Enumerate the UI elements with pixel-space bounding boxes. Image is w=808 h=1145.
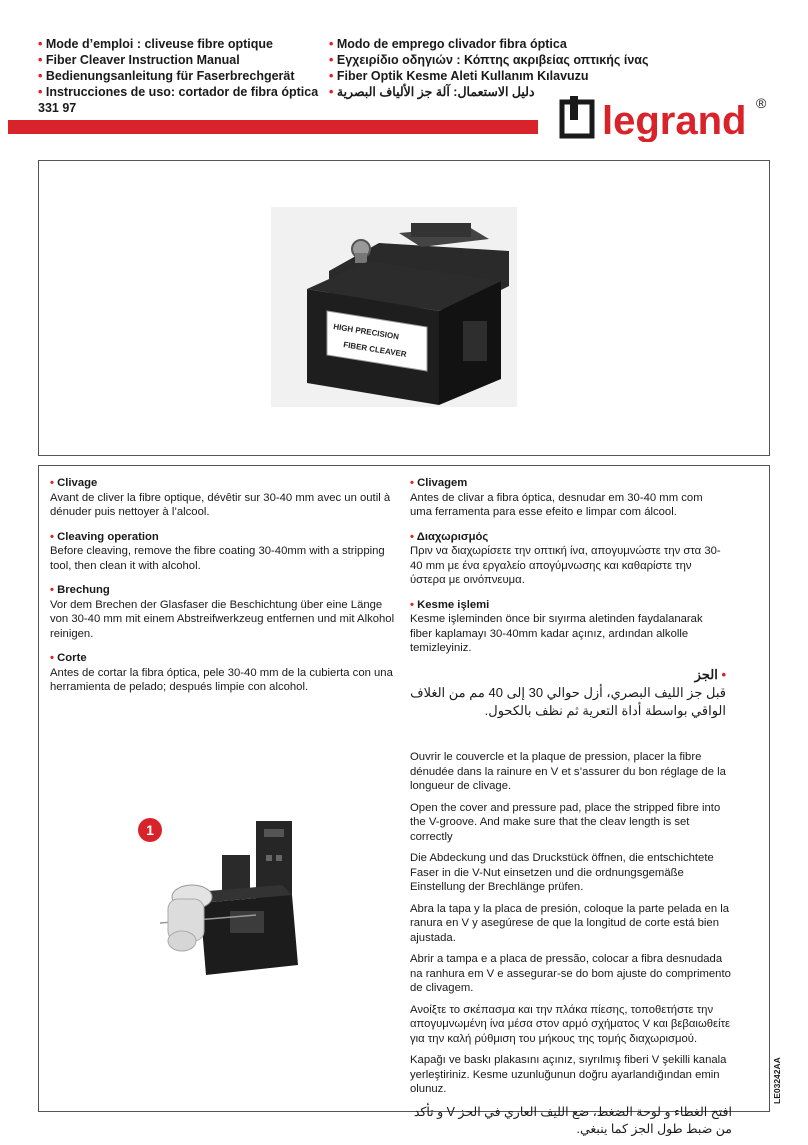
title-en: • Fiber Cleaver Instruction Manual [38,53,240,67]
header-titles-right [329,36,648,100]
step1-pt: Abrir a tampa e a placa de pressão, colocar a fibra desnudada na ranhura em V e assegurar-se do bom ajuste do comprimento de clivagem. [410,953,731,994]
header-titles-left [38,36,318,116]
title-pt: • Modo de emprego clivador fibra óptica [329,37,567,51]
legrand-logo [558,92,778,142]
brand-name: legrand [602,99,747,142]
product-photo-frame [38,160,770,456]
step1-fr: Ouvrir le couvercle et la plaque de pression, placer la fibre dénudée dans la rainure en V et s’assurer du bon réglage de la longueur de clivage. [410,751,726,792]
step-number-badge: 1 [138,818,162,842]
title-gr: • Εγχειρίδιο οδηγιών : Κόπτης ακριβείας οπτικής ίνας [329,53,649,67]
registered-mark: ® [756,95,767,111]
step1-instructions [410,750,732,1145]
product-code: 331 97 [38,101,77,115]
section-kesme-islemi: • Kesme işlemi Kesme işleminden önce bir sıyırma aletinden faydalanarak fiber kaplamayı 30-40mm kadar açınız, ardından alkolle temizleyiniz. [410,598,703,654]
cleaving-column-right [410,476,726,730]
section-arabic: • الجز قبل جز الليف البصري، أزل حوالي 30 إلى 40 مم من الغلاف الواقي بواسطة أداة التعرية ثم نظف بالكحول. [410,666,726,718]
section-corte: • Corte Antes de cortar la fibra óptica, pele 30-40 mm de la cubierta con una herramienta de pelado; después limpie con alcohol. [50,652,393,693]
photo-label-line2: FIBER CLEAVER [342,340,408,359]
step1-es: Abra la tapa y la placa de presión, coloque la parte pelada en la ranura en V y asegúrese de que la longitud de corte está bien ajustada. [410,902,730,944]
title-tr: • Fiber Optik Kesme Aleti Kullanım Kılavuzu [329,69,589,83]
section-brechung: • Brechung Vor dem Brechen der Glasfaser die Beschichtung über eine Länge von 30-40 mm mit einem Abstreifwerkzeug entfernen und mit Alkohol reinigen. [50,584,395,640]
section-clivagem: • Clivagem Antes de clivar a fibra óptica, desnudar em 30-40 mm com uma ferramenta para esse efeito e limpar com álcool. [410,477,703,518]
step1-tr: Kapağı ve baskı plakasını açınız, sıyrılmış fiberi V şekilli kanala yerleştiriniz. Kesme uzunluğunun doğru ayarlandığından emin olunuz. [410,1054,727,1095]
section-diachorismos: • Διαχωρισμός Πριν να διαχωρίσετε την οπτική ίνα, απογυμνώστε την στα 30-40 mm με ένα εργαλείο απογύμνωσης και καθαρίστε την ύστερα με οινόπνευμα. [410,530,721,586]
step1-de: Die Abdeckung und das Druckstück öffnen, die entschichtete Faser in die V-Nut einsetzen und die ordnungsgemäße Einstellung der Brechlänge prüfen. [410,852,714,893]
title-fr: • Mode d’emploi : cliveuse fibre optique [38,37,273,51]
header-red-bar [8,120,538,134]
title-ar: دليل الاستعمال: آلة جز الألياف البصرية • [329,85,535,99]
section-cleaving-operation: • Cleaving operation Before cleaving, remove the fibre coating 30-40mm with a stripping tool, then clean it with alcohol. [50,530,385,572]
title-de: • Bedienungsanleitung für Faserbrechgerät [38,69,295,83]
step1-gr: Ανοίξτε το σκέπασμα και την πλάκα πίεσης, τοποθετήστε την απογυμνωμένη ίνα μέσα στον αρμό σχήματος V και βεβαιωθείτε για την καλή ρύθμιση του μήκους της τομής διαχωρισμού. [410,1003,731,1045]
photo-label-line1: HIGH PRECISION [332,322,400,342]
fiber-cleaver-photo [39,161,769,455]
cleaving-column-left [50,476,400,705]
step1-ar: افتح الغطاء و لوحة الضغط، ضع الليف العاري في الحز V و تأكد من ضبط طول الجز كما ينبغي. [413,1104,732,1136]
step1-en: Open the cover and pressure pad, place the stripped fibre into the V-groove. And make sure that the cleav length is set correctly [410,801,721,843]
title-es: • Instrucciones de uso: cortador de fibra óptica [38,85,319,99]
document-reference: LE03242AA [772,1057,782,1104]
cleaver-open-photo [160,815,310,1010]
section-clivage: • Clivage Avant de cliver la fibre optique, dévêtir sur 30-40 mm avec un outil à dénuder puis nettoyer à l’alcool. [50,477,391,518]
legrand-mark-icon [562,96,592,136]
